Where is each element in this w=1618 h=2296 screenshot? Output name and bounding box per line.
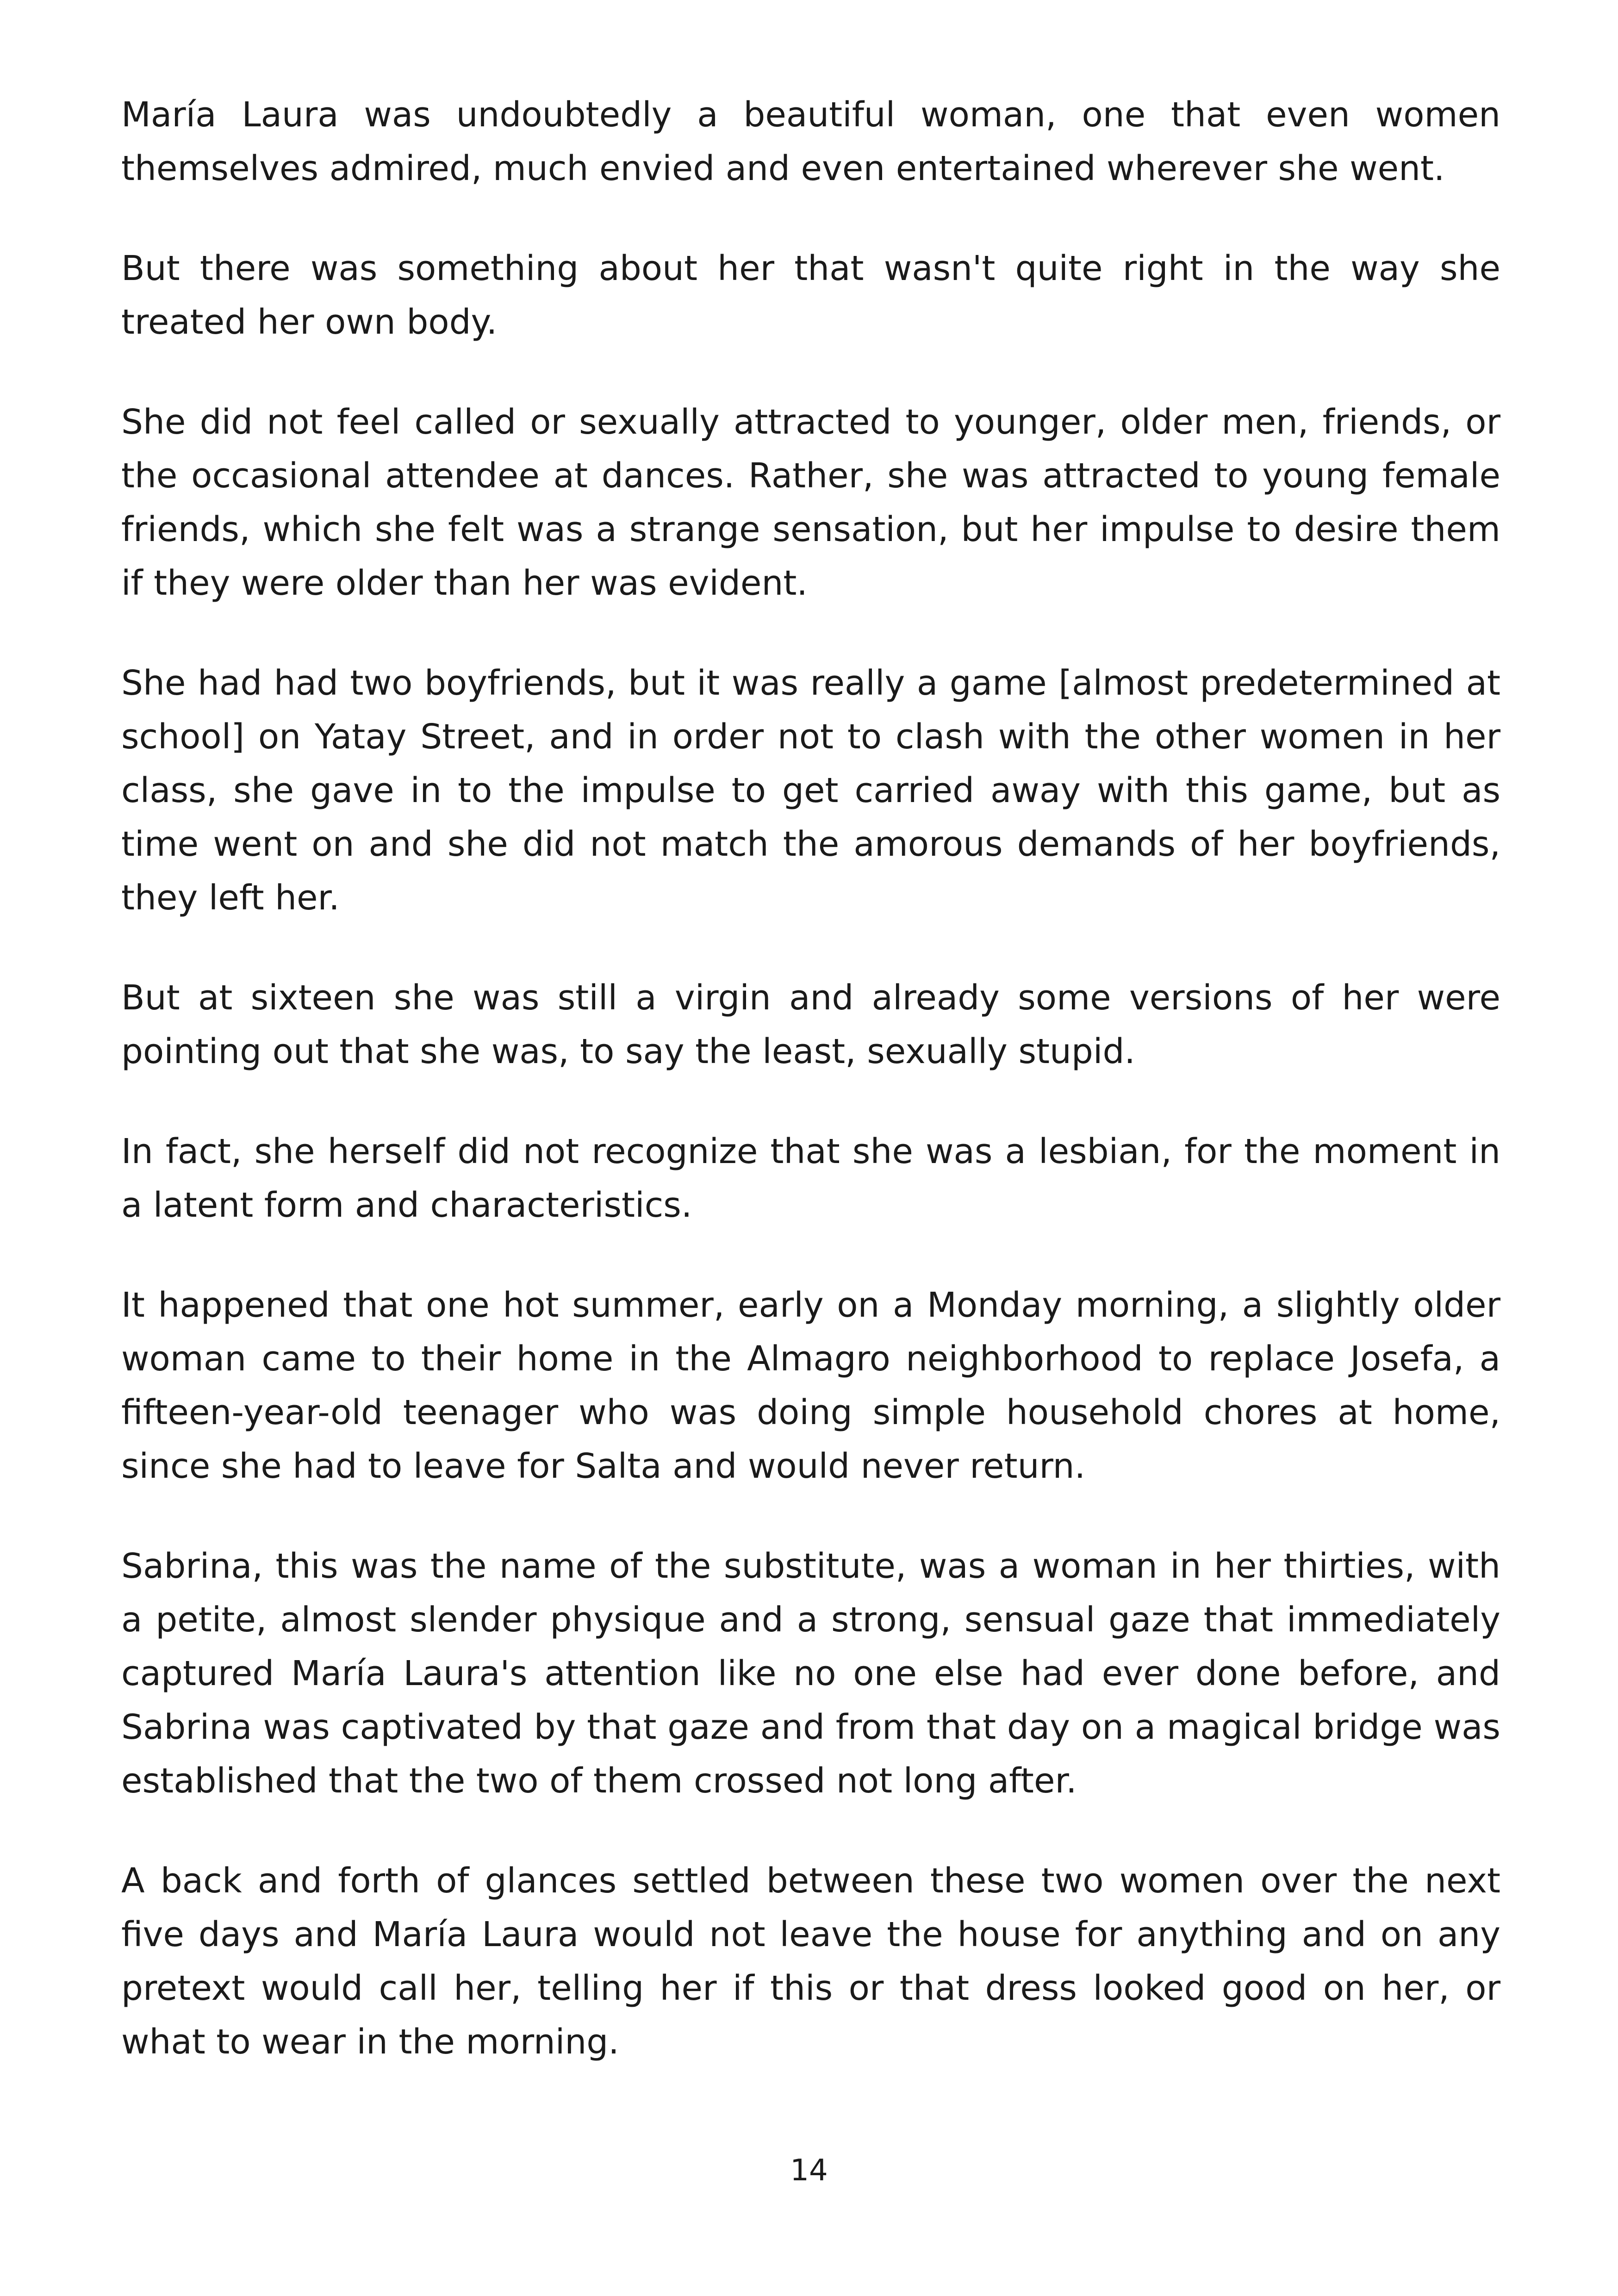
paragraph-1: María Laura was undoubtedly a beautiful woman, one that even women themselves admired, much envied and even entertained wherever she went.	[121, 95, 1500, 188]
page-number: 14	[790, 2153, 828, 2188]
paragraph-7: It happened that one hot summer, early on a Monday morning, a slightly older woman came to their home in the Almagro neighborhood to replace Josefa, a fifteen-year-old teenager who was doing simple household chores at home, since she had to leave for Salta and would never return.	[121, 1285, 1500, 1486]
paragraph-9: A back and forth of glances settled between these two women over the next five days and María Laura would not leave the house for anything and on any pretext would call her, telling her if this or that dress looked good on her, or what to wear in the morning.	[121, 1861, 1500, 2062]
page-body	[121, 88, 1500, 2115]
paragraph-4: She had had two boyfriends, but it was really a game [almost predetermined at school] on Yatay Street, and in order not to clash with the other women in her class, she gave in to the impulse to get carried away with this game, but as time went on and she did not match the amorous demands of her boyfriends, they left her.	[121, 663, 1500, 918]
paragraph-5: But at sixteen she was still a virgin and already some versions of her were pointing out that she was, to say the least, sexually stupid.	[121, 978, 1500, 1071]
paragraph-3: She did not feel called or sexually attracted to younger, older men, friends, or the occasional attendee at dances. Rather, she was attracted to young female friends, which she felt was a strange sensation, but her impulse to desire them if they were older than her was evident.	[121, 402, 1500, 603]
paragraph-2: But there was something about her that wasn't quite right in the way she treated her own body.	[121, 249, 1500, 342]
paragraph-8: Sabrina, this was the name of the substitute, was a woman in her thirties, with a petite, almost slender physique and a strong, sensual gaze that immediately captured María Laura's attention like no one else had ever done before, and Sabrina was captivated by that gaze and from that day on a magical bridge was established that the two of them crossed not long after.	[121, 1546, 1500, 1801]
paragraph-6: In fact, she herself did not recognize that she was a lesbian, for the moment in a latent form and characteristics.	[121, 1132, 1500, 1225]
